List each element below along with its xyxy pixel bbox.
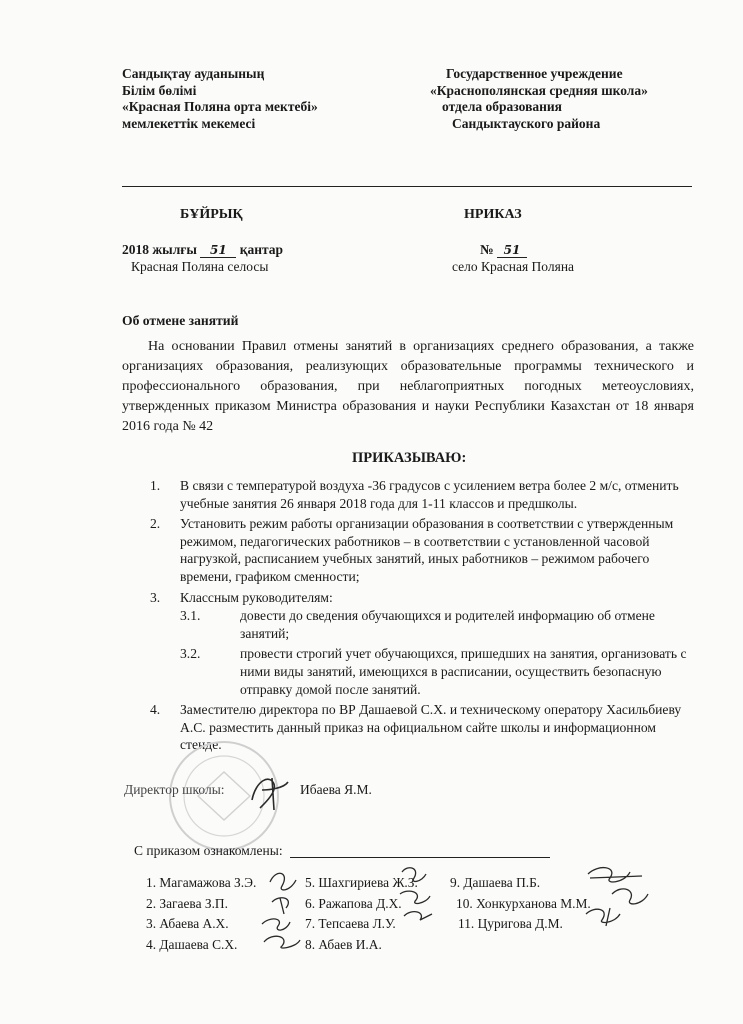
order-item-number: 1. [150,478,161,493]
title-kz: БҰЙРЫҚ [180,207,243,222]
order-list [150,477,690,754]
order-subitem-number: 3.2. [180,646,201,662]
header-left-line: Сандықтау ауданының [122,66,265,81]
header-right-line: «Краснополянская средняя школа» [430,82,648,98]
order-item-number: 3. [150,589,161,605]
acquainted-col-1 [146,873,256,955]
acquainted-person: 7. Тепсаева Л.У. [305,916,396,931]
order-number-handwritten: 51 [497,243,527,258]
order-item [150,589,690,699]
order-item-text: Установить режим работы организации образования в соответствии с утвержденным режимом, педагогических работников – в соответствии с установленной часовой нагрузкой, расписанием учебных занятий, иных работников – режимом рабочего времени, графиком сменности; [180,516,674,584]
signature-mark [612,889,648,904]
acquainted-person: 6. Ражапова Д.Х. [305,895,402,911]
signature-mark [586,908,620,926]
acquainted-person: 8. Абаев И.А. [305,936,382,952]
signature-mark [588,868,642,882]
acquainted-person: 5. Шахгириева Ж.З. [305,875,418,890]
header-left-line: Білім бөлімі [122,82,197,98]
acquainted-person: 9. Дашаева П.Б. [450,875,541,890]
header-right [430,66,648,132]
order-item [150,477,690,512]
order-item-number: 2. [150,516,161,532]
acquainted-person: 1. Магамажова З.Э. [146,875,257,890]
signature-mark [272,898,288,914]
acquainted-line [290,857,550,858]
acquainted-person: 10. Хонкурханова М.М. [456,895,591,911]
header-left-line: мемлекеттік мекемесі [122,115,256,131]
header-left [122,66,318,132]
order-item-text: Классным руководителям: [180,589,333,605]
order-item [150,515,690,585]
order-date [122,242,283,258]
acquainted-label: С приказом ознакомлены: [134,843,283,858]
header-right-line: Сандыктауского района [452,115,601,131]
order-item-number: 4. [150,702,161,718]
director-label: Директор школы: [124,782,225,797]
header-divider [122,186,692,187]
signature-mark [402,868,426,882]
header-right-line: Государственное учреждение [446,66,623,81]
order-number-prefix: № [480,242,494,257]
order-item-text: Заместителю директора по ВР Дашаевой С.Х. и техническому оператору Хасильбиеву А.С. разместить данный приказ на официальном сайте школы и информационном стенде. [180,702,682,753]
header-right-line: отдела образования [442,99,562,114]
acquainted-person: 3. Абаева А.Х. [146,916,229,931]
order-subitem [180,645,690,698]
order-subject: Об отмене занятий [122,313,239,328]
director-signature [244,770,294,814]
order-place-ru: село Красная Поляна [452,259,575,274]
header-left-line: «Красная Поляна орта мектебі» [122,99,318,114]
signature-mark [270,873,296,890]
signature-mark [404,912,432,920]
order-year: 2018 жылғы [122,242,197,257]
director-name: Ибаева Я.М. [300,782,372,797]
order-item-text: В связи с температурой воздуха -36 градусов с усилением ветра более 2 м/с, отменить учебные занятия 26 января 2018 года для 1-11 классов и предшколы. [180,478,679,511]
order-month: қантар [239,242,284,257]
order-sublist [180,607,690,698]
signature-scribbles [250,862,710,952]
order-day-handwritten: 51 [200,243,236,258]
signature-mark [262,919,290,930]
order-number [480,242,527,258]
title-ru: НРИКАЗ [464,207,522,222]
order-subitem-text: провести строгий учет обучающихся, пришедших на занятия, организовать с ними виды занятий, имеющихся в расписании, осуществить безопасную отправку домой после занятий. [240,646,687,697]
order-subitem-text: довести до сведения обучающихся и родителей информацию об отмене занятий; [240,608,655,641]
acquainted-person: 4. Дашаева С.Х. [146,936,238,952]
order-heading: ПРИКАЗЫВАЮ: [352,450,467,466]
acquainted-person: 11. Цуригова Д.М. [458,916,563,931]
order-subitem [180,607,690,642]
acquainted-person: 2. Загаева З.П. [146,895,228,911]
signature-mark [400,891,430,903]
order-preamble: На основании Правил отмены занятий в организациях среднего образования, а также организациях образования, реализующих образовательные программы технического и профессионального образования, при неблагоприятных погодных метеоусловиях, утвержденных приказом Министра образования и науки Республики Казахстан от 18 января 2016 года № 42 [122,339,694,434]
order-subitem-number: 3.1. [180,608,201,624]
signature-mark [264,936,300,948]
order-place-kz: Красная Поляна селосы [131,259,269,274]
